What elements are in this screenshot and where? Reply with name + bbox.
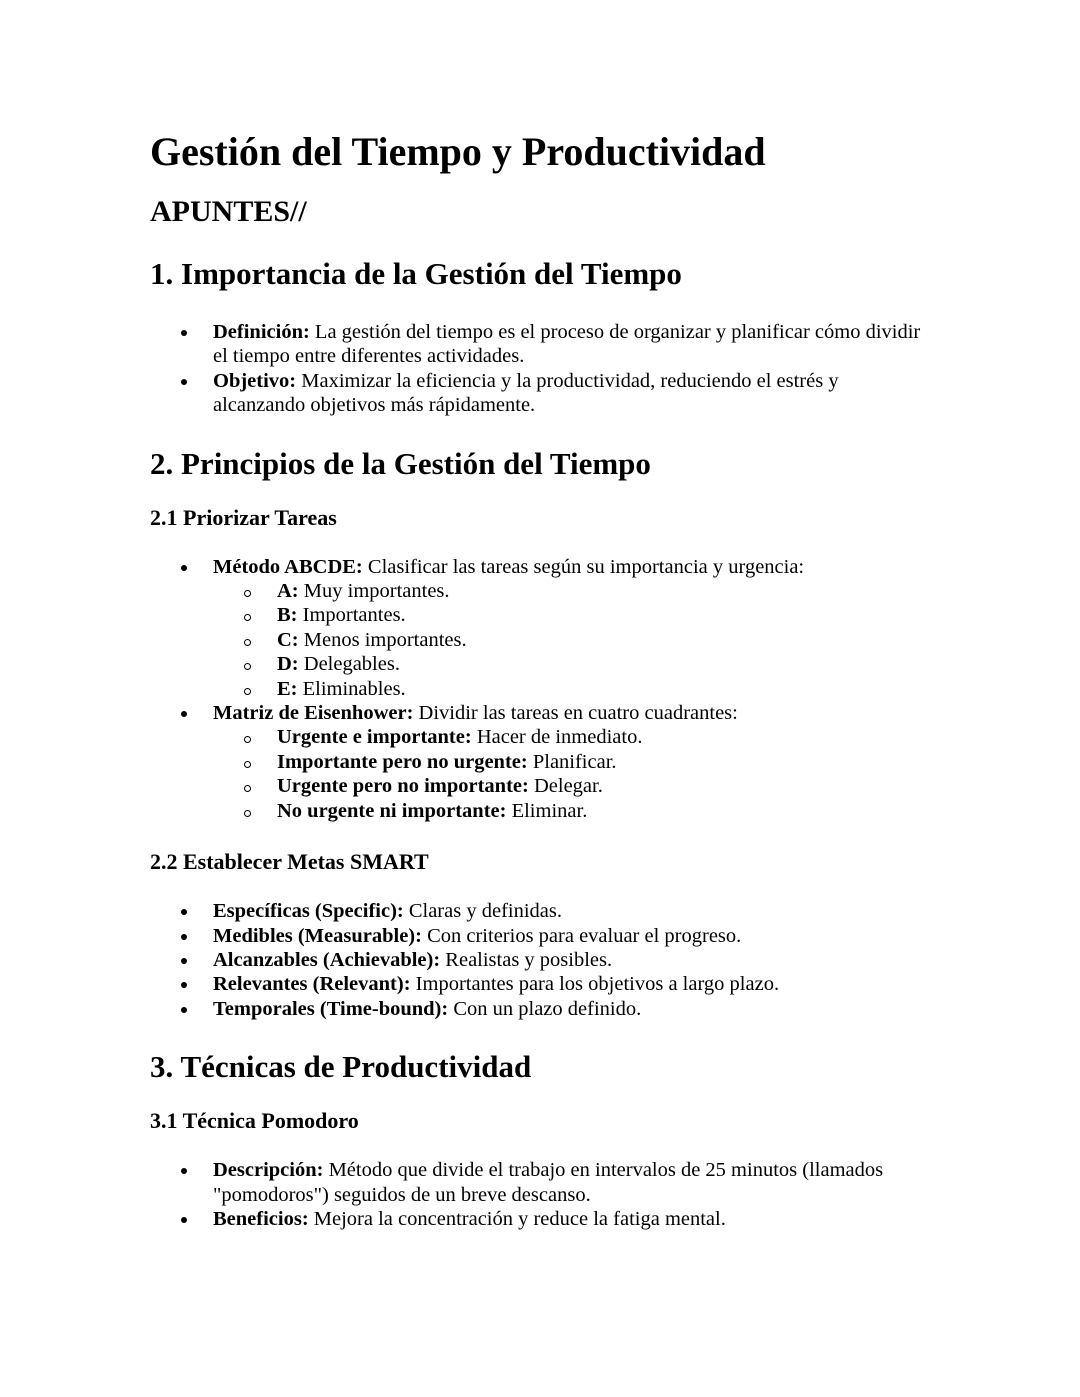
item-text: Clasificar las tareas según su importancia y urgencia:: [362, 555, 805, 578]
item-text: Menos importantes.: [298, 628, 467, 651]
abcde-sublist: [213, 579, 930, 701]
section-2-2-heading: 2.2 Establecer Metas SMART: [150, 849, 429, 875]
item-text: Con criterios para evaluar el progreso.: [421, 924, 742, 947]
sub-list-item: [213, 628, 930, 652]
list-item: [150, 555, 930, 701]
sub-list-item: [213, 603, 930, 627]
sub-list-item: [213, 750, 930, 774]
item-label: Matriz de Eisenhower:: [213, 702, 414, 725]
section-1-list: [150, 320, 930, 418]
item-text: Realistas y posibles.: [440, 948, 613, 971]
item-text: Método que divide el trabajo en intervalos de 25 minutos (llamados "pomodoros") seguidos de un breve descanso.: [213, 1159, 884, 1206]
list-item: [150, 369, 930, 418]
item-text: Muy importantes.: [298, 580, 450, 603]
item-text: Hacer de inmediato.: [471, 726, 643, 749]
item-label: B:: [277, 604, 298, 627]
item-text: Importantes.: [297, 604, 406, 627]
list-item: [150, 899, 930, 923]
item-text: Importantes para los objetivos a largo plazo.: [410, 973, 780, 996]
list-item: [150, 924, 930, 948]
list-item: [150, 972, 930, 996]
section-2-1-heading: 2.1 Priorizar Tareas: [150, 504, 337, 530]
sub-list-item: [213, 579, 930, 603]
list-item: [150, 1207, 930, 1231]
sub-list-item: [213, 774, 930, 798]
list-item: [150, 1158, 930, 1207]
item-label: E:: [277, 677, 298, 700]
item-label: Específicas (Specific):: [213, 900, 404, 923]
section-2-heading: 2. Principios de la Gestión del Tiempo: [150, 445, 651, 481]
item-label: Objetivo:: [213, 369, 297, 392]
document-title: Gestión del Tiempo y Productividad: [150, 129, 766, 174]
section-3-1-heading: 3.1 Técnica Pomodoro: [150, 1108, 359, 1134]
sub-list-item: [213, 652, 930, 676]
item-text: Eliminar.: [506, 799, 588, 822]
sub-list-item: [213, 725, 930, 749]
item-text: Delegar.: [528, 775, 603, 798]
item-label: Relevantes (Relevant):: [213, 973, 411, 996]
item-label: Alcanzables (Achievable):: [213, 948, 441, 971]
item-label: C:: [277, 628, 299, 651]
item-label: Urgente e importante:: [277, 726, 472, 749]
section-2-1-list: [150, 555, 930, 823]
list-item: [150, 948, 930, 972]
sub-list-item: [213, 677, 930, 701]
item-text: Claras y definidas.: [403, 900, 562, 923]
section-2-2-list: [150, 899, 930, 1021]
item-label: Método ABCDE:: [213, 555, 363, 578]
item-label: A:: [277, 580, 299, 603]
document-page: [150, 126, 930, 1231]
item-label: Urgente pero no importante:: [277, 775, 529, 798]
section-3-1-list: [150, 1158, 930, 1231]
item-text: Dividir las tareas en cuatro cuadrantes:: [413, 702, 738, 725]
item-text: Delegables.: [298, 653, 400, 676]
list-item: [150, 997, 930, 1021]
list-item: [150, 701, 930, 823]
list-item: [150, 320, 930, 369]
item-text: Con un plazo definido.: [448, 997, 642, 1020]
item-label: Medibles (Measurable):: [213, 924, 422, 947]
section-3-heading: 3. Técnicas de Productividad: [150, 1049, 532, 1085]
item-label: D:: [277, 653, 299, 676]
document-subtitle: APUNTES//: [150, 195, 307, 228]
section-1-heading: 1. Importancia de la Gestión del Tiempo: [150, 256, 682, 291]
item-label: No urgente ni importante:: [277, 799, 507, 822]
item-text: Planificar.: [527, 750, 617, 773]
item-label: Importante pero no urgente:: [277, 750, 528, 773]
item-text: La gestión del tiempo es el proceso de organizar y planificar cómo dividir el tiempo entre diferentes actividades.: [213, 321, 921, 368]
eisenhower-sublist: [213, 725, 930, 823]
item-text: Eliminables.: [297, 677, 406, 700]
item-text: Mejora la concentración y reduce la fatiga mental.: [308, 1207, 726, 1230]
item-text: Maximizar la eficiencia y la productividad, reduciendo el estrés y alcanzando objetivos más rápidamente.: [213, 369, 839, 417]
item-label: Descripción:: [213, 1159, 324, 1182]
sub-list-item: [213, 799, 930, 823]
item-label: Beneficios:: [213, 1207, 309, 1230]
item-label: Definición:: [213, 321, 310, 343]
item-label: Temporales (Time-bound):: [213, 997, 449, 1020]
